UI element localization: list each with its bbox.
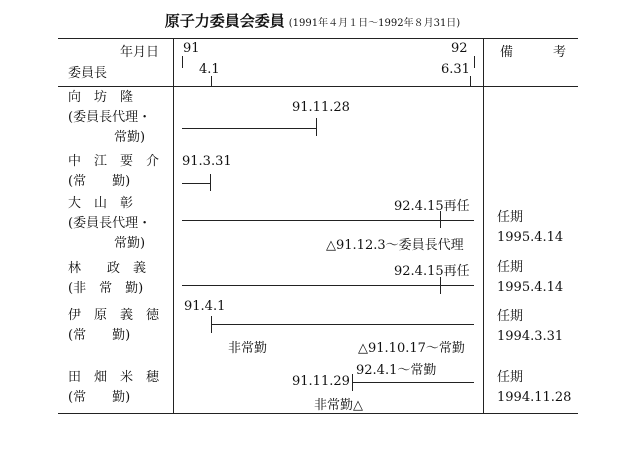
term-label: 任期 xyxy=(497,210,524,225)
column-divider-left xyxy=(173,38,174,413)
remarks-term xyxy=(497,307,563,347)
tenure-line xyxy=(352,382,474,383)
tenure-line xyxy=(211,324,474,325)
part-time-label: 非常勤 xyxy=(228,341,268,356)
member-row-5 xyxy=(68,306,159,346)
tenure-end-label: 91.3.31 xyxy=(182,154,232,169)
member-role: (委員長代理・ xyxy=(68,216,152,231)
year-end-tick xyxy=(474,56,475,68)
member-role: (非 常 勤) xyxy=(68,281,144,296)
header-remarks-char1: 備 xyxy=(500,45,514,60)
member-role: (常 勤) xyxy=(68,390,131,405)
remarks-term xyxy=(497,258,563,298)
tenure-end-tick xyxy=(316,118,317,136)
role-change-label: △91.10.17〜常勤 xyxy=(358,341,465,356)
role-change-label: △91.12.3〜委員長代理 xyxy=(326,238,464,253)
term-date: 1994.3.31 xyxy=(497,329,564,344)
member-name: 田 畑 米 穂 xyxy=(68,370,160,385)
year-start-tick xyxy=(182,56,183,68)
member-role: (常 勤) xyxy=(68,328,131,343)
remarks-term xyxy=(497,208,563,248)
member-row-2 xyxy=(68,152,159,192)
chair-start-tick xyxy=(211,76,212,86)
document-title: 原子力委員会委員 xyxy=(164,12,285,30)
header-chair-label: 委員長 xyxy=(68,66,108,81)
tenure-start-label: 91.4.1 xyxy=(184,299,226,314)
column-divider-right xyxy=(483,38,484,413)
header-chair-end: 6.31 xyxy=(441,62,470,77)
role-change-label: 92.4.1〜常勤 xyxy=(356,363,437,378)
header-year-start: 91 xyxy=(183,41,200,56)
member-row-4 xyxy=(68,259,146,299)
tenure-line xyxy=(182,285,474,286)
member-role-cont: 常勤) xyxy=(114,130,146,145)
reappointment-label: 92.4.15再任 xyxy=(394,264,470,279)
term-label: 任期 xyxy=(497,260,524,275)
remarks-term xyxy=(497,368,571,408)
table-bottom-rule xyxy=(58,413,578,414)
header-date-label: 年月日 xyxy=(120,45,160,60)
tenure-line xyxy=(182,183,210,184)
header-chair-start: 4.1 xyxy=(199,62,220,77)
term-date: 1995.4.14 xyxy=(497,230,564,245)
member-name: 中 江 要 介 xyxy=(68,154,160,169)
header-year-end: 92 xyxy=(451,41,468,56)
header-remarks xyxy=(500,41,566,60)
tenure-start-label: 91.11.29 xyxy=(292,374,350,389)
tenure-line xyxy=(182,128,317,129)
member-name: 伊 原 義 徳 xyxy=(68,308,160,323)
member-row-3 xyxy=(68,194,151,254)
document-title-block xyxy=(0,10,625,31)
part-time-label: 非常勤△ xyxy=(314,398,363,413)
member-name: 林 政 義 xyxy=(68,261,147,276)
tenure-line xyxy=(182,220,474,221)
member-role: (委員長代理・ xyxy=(68,110,152,125)
tenure-end-label: 91.11.28 xyxy=(292,100,350,115)
member-role-cont: 常勤) xyxy=(114,236,146,251)
tenure-start-tick xyxy=(211,316,212,333)
member-name: 大 山 彰 xyxy=(68,196,134,211)
term-label: 任期 xyxy=(497,370,524,385)
member-row-1 xyxy=(68,88,151,148)
header-bottom-rule xyxy=(58,86,578,87)
tenure-start-tick xyxy=(352,374,353,391)
chair-end-tick xyxy=(470,76,471,86)
document-subtitle: (1991年４月１日〜1992年８月31日) xyxy=(288,18,461,29)
term-label: 任期 xyxy=(497,309,524,324)
header-remarks-char2: 考 xyxy=(552,45,566,60)
reappointment-tick xyxy=(440,277,441,294)
table-top-rule xyxy=(58,38,578,39)
member-row-6 xyxy=(68,368,159,408)
tenure-end-tick xyxy=(210,174,211,191)
term-date: 1995.4.14 xyxy=(497,280,564,295)
member-role: (常 勤) xyxy=(68,174,131,189)
reappointment-label: 92.4.15再任 xyxy=(394,199,470,214)
member-name: 向 坊 隆 xyxy=(68,90,134,105)
term-date: 1994.11.28 xyxy=(497,390,572,405)
